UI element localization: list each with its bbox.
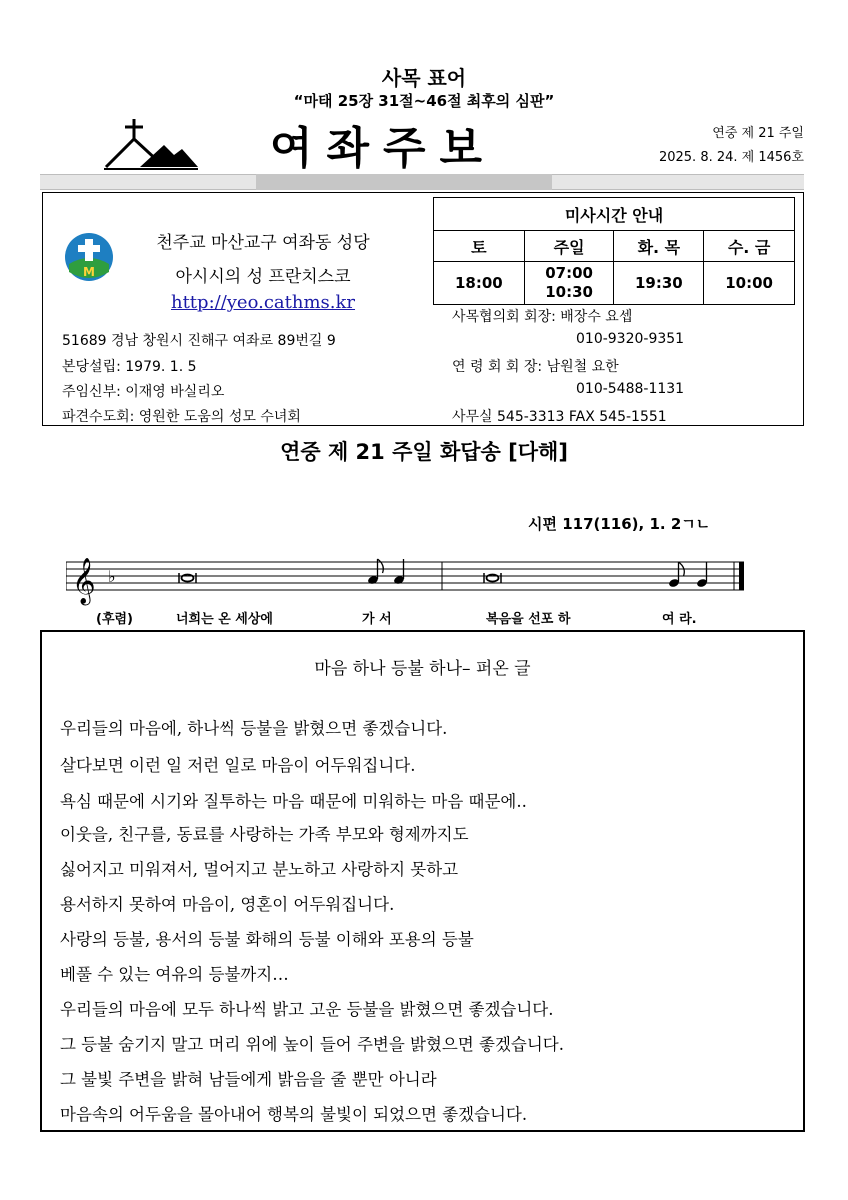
mass-time: 10:00 [725, 273, 773, 292]
essay-line: 싫어지고 미워져서, 멀어지고 분노하고 사랑하지 못하고 [60, 860, 459, 879]
lyric-refrain-label: (후렴) [96, 612, 133, 627]
lyric-phrase: 가 서 [362, 612, 392, 627]
essay-line: 욕심 때문에 시기와 질투하는 마음 때문에 미워하는 마음 때문에.. [60, 792, 527, 811]
elders-phone: 010-5488-1131 [576, 381, 685, 397]
essay-line: 용서하지 못하여 마음이, 영혼이 어두워집니다. [60, 895, 395, 914]
lyric-phrase: 너희는 온 세상에 [176, 612, 273, 627]
issue-sunday: 연중 제 21 주일 [712, 126, 804, 141]
mass-day: 토 [434, 231, 525, 262]
quarter-note-icon [393, 559, 405, 585]
church-patron: 아시시의 성 프란치스코 [175, 267, 351, 287]
church-name: 천주교 마산교구 여좌동 성당 [156, 233, 370, 253]
breve-note-icon [179, 573, 196, 583]
mass-schedule-title: 미사시간 안내 [434, 198, 795, 231]
church-sisters: 파견수도회: 영원한 도움의 성모 수녀회 [62, 409, 301, 425]
essay-title: 마음 하나 등불 하나– 퍼온 글 [314, 659, 531, 679]
lyric-phrase: 여 라. [662, 612, 697, 627]
essay-line: 베풀 수 있는 여유의 등불까지… [60, 965, 289, 984]
council-phone: 010-9320-9351 [576, 331, 685, 347]
mass-day: 화. 목 [614, 231, 704, 262]
essay-line: 살다보면 이런 일 저런 일로 마음이 어두워집니다. [60, 756, 416, 775]
eighth-note-icon [367, 559, 383, 585]
essay-line: 마음속의 어두움을 몰아내어 행복의 불빛이 되었으면 좋겠습니다. [60, 1105, 528, 1124]
church-roof-cross-icon [100, 115, 200, 175]
paper-title: 여좌주보 [270, 123, 497, 174]
essay-line: 우리들의 마음에 모두 하나씩 밝고 고운 등불을 밝혔으면 좋겠습니다. [60, 1000, 554, 1019]
theme-verse: “마태 25장 31절~46절 최후의 심판” [293, 92, 555, 110]
issue-date: 2025. 8. 24. 제 1456호 [658, 150, 804, 165]
mass-day: 주일 [524, 231, 614, 262]
mass-time-cell [524, 262, 614, 305]
church-address: 51689 경남 창원시 진해구 여좌로 89번길 9 [62, 333, 336, 349]
header-divider-accent [256, 174, 552, 190]
essay-line: 이웃을, 친구를, 동료를 사랑하는 가족 부모와 형제까지도 [60, 825, 469, 844]
elders-head: 연 령 회 회 장: 남원철 요한 [452, 359, 619, 375]
mass-time: 18:00 [454, 273, 503, 292]
theme-title: 사목 표어 [381, 66, 467, 90]
essay-box [40, 630, 805, 1132]
mass-time-cell [434, 262, 525, 305]
mass-time-cell [614, 262, 704, 305]
essay-line: 그 불빛 주변을 밝혀 남들에게 밝음을 줄 뿐만 아니라 [60, 1070, 437, 1089]
office-contact: 사무실 545-3313 FAX 545-1551 [452, 409, 667, 425]
church-website-link[interactable]: http://yeo.cathms.kr [170, 292, 356, 313]
mass-day: 수. 금 [704, 231, 795, 262]
mass-time: 07:00 [545, 264, 593, 282]
treble-clef-icon: 𝄞 [72, 558, 96, 604]
mass-time: 19:30 [634, 273, 683, 292]
essay-line: 그 등불 숨기지 말고 머리 위에 높이 들어 주변을 밝혔으면 좋겠습니다. [60, 1035, 564, 1054]
svg-text:M: M [83, 265, 95, 279]
breve-note-icon [484, 573, 501, 583]
music-staff [66, 552, 756, 612]
psalm-reference: 시편 117(116), 1. 2ㄱㄴ [528, 515, 711, 533]
church-founded: 본당설립: 1979. 1. 5 [62, 359, 197, 375]
essay-line: 사랑의 등불, 용서의 등불 화해의 등불 이해와 포용의 등불 [60, 930, 474, 949]
council-head: 사목협의회 회장: 배장수 요셉 [452, 309, 633, 325]
lyric-phrase: 복음을 선포 하 [486, 612, 571, 627]
quarter-note-icon [696, 562, 708, 588]
church-pastor: 주임신부: 이재영 바실리오 [62, 384, 225, 400]
mass-time: 10:30 [545, 283, 593, 301]
hymn-title: 연중 제 21 주일 화답송 [다해] [280, 440, 568, 464]
essay-line: 우리들의 마음에, 하나씩 등불을 밝혔으면 좋겠습니다. [60, 719, 448, 738]
flat-icon: ♭ [108, 567, 116, 586]
diocese-logo-icon [64, 232, 114, 282]
mass-schedule-table [433, 197, 795, 305]
mass-time-cell [704, 262, 795, 305]
eighth-note-icon [668, 562, 684, 588]
